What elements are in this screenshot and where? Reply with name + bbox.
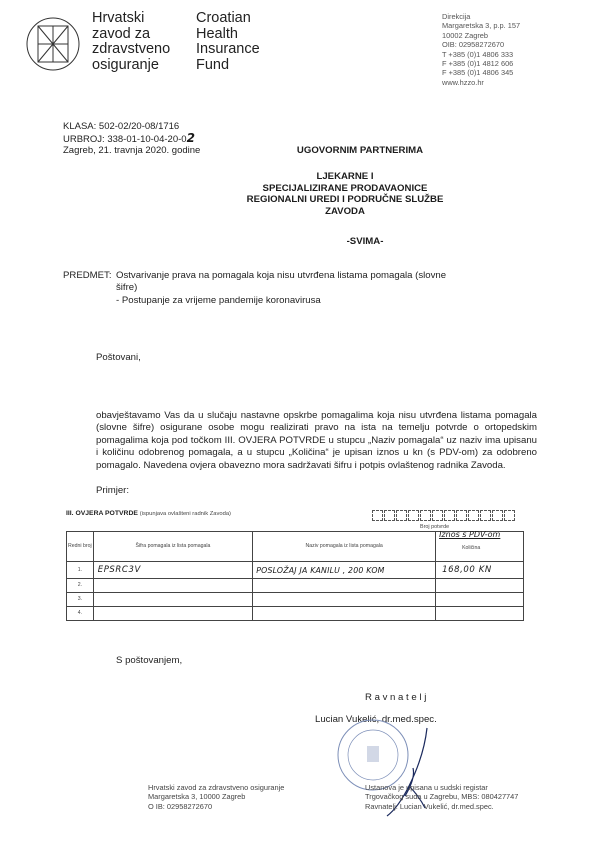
- row1-naziv: POSLOŽAJ JA KANILU , 200 KOM: [253, 562, 436, 579]
- urbroj: URBROJ: 338-01-10-04-20-02: [63, 130, 195, 145]
- footer-left: Hrvatski zavod za zdravstveno osiguranje Margaretska 3, 10000 Zagreb O IB: 02958272670: [148, 783, 285, 811]
- table-row: 4.: [67, 607, 524, 621]
- document-date: Zagreb, 21. travnja 2020. godine: [63, 145, 201, 156]
- hand-iznos-header: Iznos s PDV-om: [439, 530, 501, 539]
- col-header-kolicina: Iznos s PDV-om Količina: [436, 532, 524, 562]
- salutation: Poštovani,: [96, 352, 141, 363]
- broj-potvrde-label: Broj potvrde: [420, 524, 450, 530]
- header-croatian-name: Hrvatski zavod za zdravstveno osiguranje: [92, 10, 171, 73]
- form-table: [66, 531, 524, 621]
- col-header-sifra: Šifra pomagala iz lista pomagala: [93, 532, 252, 562]
- subject-text: Ostvarivanje prava na pomagala koja nisu utvrđena listama pomagala (slovne šifre) - Postupanje za vrijeme pandemije koronavirusa: [116, 270, 447, 306]
- table-row: 1. EPSRC3V POSLOŽAJ JA KANILU , 200 KOM 168,00 KN: [67, 562, 524, 579]
- header-contact: Direkcija Margaretska 3, p.p. 157 10002 Zagreb OIB: 02958272670 T +385 (0)1 4806 333 F +385 (0)1 4812 606 F +385 (0)1 4806 345 www.hzzo.hr: [442, 12, 521, 87]
- header-english-name: Croatian Health Insurance Fund: [196, 10, 260, 73]
- row1-kolicina: 168,00 KN: [436, 562, 524, 579]
- table-row: 3.: [67, 593, 524, 607]
- reference-block: [63, 121, 200, 157]
- broj-potvrde-boxes: [372, 510, 516, 521]
- recipients-block: LJEKARNE I SPECIJALIZIRANE PRODAVAONICE REGIONALNI UREDI I PODRUČNE SLUŽBE ZAVODA: [246, 171, 444, 217]
- subject-label: PREDMET:: [63, 270, 112, 281]
- recipients-svima: -SVIMA-: [346, 236, 384, 247]
- hzzo-logo: [25, 14, 81, 74]
- col-header-naziv: Naziv pomagala iz lista pomagala: [253, 532, 436, 562]
- row1-sifra: EPSRC3V: [93, 562, 252, 579]
- urbroj-handwritten-digit: 2: [186, 130, 195, 145]
- recipient-line-1: UGOVORNIM PARTNERIMA: [296, 145, 424, 156]
- closing-title: R a v n a t e l j: [365, 692, 427, 703]
- closing-name: Lucian Vukelić, dr.med.spec.: [315, 714, 437, 725]
- footer-right: Ustanova je upisana u sudski registar Trgovačkog suda u Zagrebu, MBS: 080427747 Ravnatelj: Lucian Vukelić, dr.med.spec.: [365, 783, 519, 811]
- col-header-rb: Redni broj: [67, 532, 94, 562]
- body-paragraph: obavještavamo Vas da u slučaju nastavne opskrbe pomagalima koja nisu utvrđena listama pomagala (slovne šifre) osigurane osobe mogu realizirati pravo na ista na temelju potvrde o ortopedskim pomagalima koja pod točkom III. OVJERA POTVRDE u stupcu „Naziv pomagala“ uz naziv ima upisanu i količinu odobrenog pomagala, a u stupcu „Količina“ je upisan iznos u kn (s PDV-om) za odobreno pomagalo. Navedena ovjera obavezno mora sadržavati šifru i potpis ovlaštenog radnika Zavoda.: [96, 410, 537, 471]
- klasa: KLASA: 502-02/20-08/1716: [63, 121, 180, 132]
- table-row: 2.: [67, 579, 524, 593]
- form-section-title: III. OVJERA POTVRDE (ispunjava ovlašteni radnik Zavoda): [66, 510, 231, 517]
- example-label: Primjer:: [96, 485, 130, 496]
- closing-regards: S poštovanjem,: [116, 655, 183, 666]
